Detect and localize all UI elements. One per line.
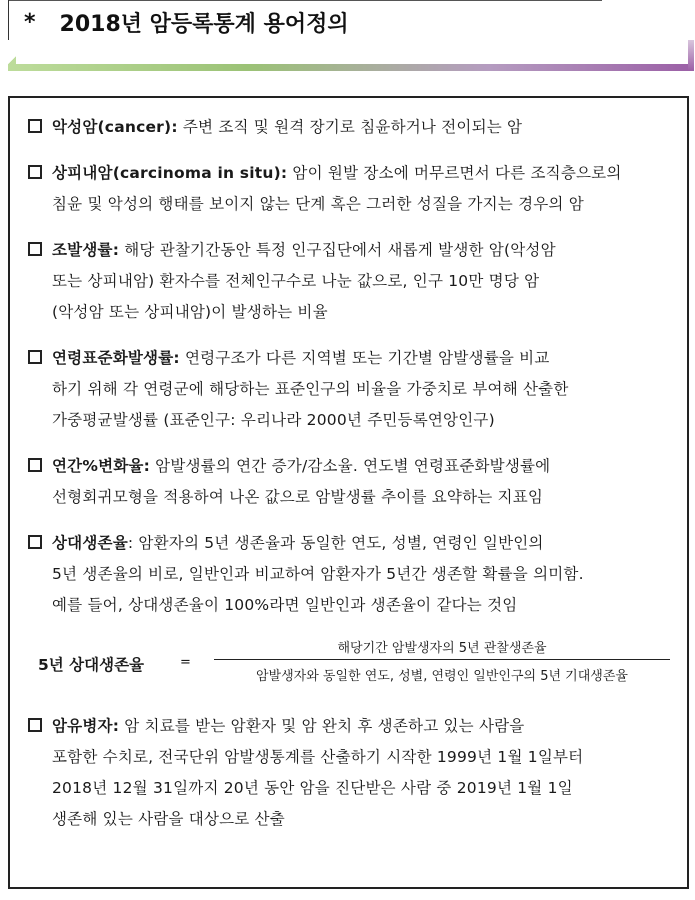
page-title xyxy=(24,4,349,40)
definition-cancer-prevalence xyxy=(28,711,680,835)
definition-line: 5년 생존율의 비로, 일반인과 비교하여 암환자가 5년간 생존할 확률을 의미함. xyxy=(52,565,584,583)
definition-term: 연령표준화발생률: xyxy=(52,349,180,367)
definition-line: 2018년 12월 31일까지 20년 동안 암을 진단받은 사람 중 2019년 1월 1일 xyxy=(52,779,573,797)
definition-cancer xyxy=(28,112,680,143)
definition-line xyxy=(28,158,680,189)
checkbox-bullet-icon xyxy=(28,718,42,732)
definition-term: 연간%변화율: xyxy=(52,457,150,475)
definition-age-standardized xyxy=(28,343,680,436)
relative-survival-formula xyxy=(28,637,680,697)
formula-fraction-bar xyxy=(214,659,670,660)
definition-line: 생존해 있는 사람을 대상으로 산출 xyxy=(52,810,285,828)
formula-equals: = xyxy=(180,655,191,670)
formula-numerator: 해당기간 암발생자의 5년 관찰생존율 xyxy=(337,641,547,656)
header-gradient-corner xyxy=(8,56,16,64)
definition-crude-incidence xyxy=(28,235,680,328)
definition-relative-survival xyxy=(28,528,680,621)
title-bullet: * xyxy=(24,9,36,35)
checkbox-bullet-icon xyxy=(28,535,42,549)
definition-line: 포함한 수치로, 전국단위 암발생통계를 산출하기 시작한 1999년 1월 1일부터 xyxy=(52,748,584,766)
header-gradient-bar xyxy=(8,64,694,71)
formula-denominator: 암발생자와 동일한 연도, 성별, 연령인 일반인구의 5년 기대생존율 xyxy=(256,669,628,684)
definition-line xyxy=(28,711,680,742)
definition-carcinoma-in-situ xyxy=(28,158,680,220)
definition-term: 상대생존율 xyxy=(52,534,128,552)
definition-line: 하기 위해 각 연령군에 해당하는 표준인구의 비율을 가중치로 부여해 산출한 xyxy=(52,380,569,398)
definition-line xyxy=(28,235,680,266)
title-text: 2018년 암등록통계 용어정의 xyxy=(59,11,349,37)
definition-line: 선형회귀모형을 적용하여 나온 값으로 암발생률 추이를 요약하는 지표임 xyxy=(52,488,544,506)
definition-term: 암유병자: xyxy=(52,717,120,735)
definition-text: 연령구조가 다른 지역별 또는 기간별 암발생률을 비교 xyxy=(184,349,550,367)
definition-line xyxy=(28,528,680,559)
header-left-rule xyxy=(8,0,9,40)
definition-line xyxy=(28,343,680,374)
header-gradient-cap xyxy=(688,40,694,71)
definition-text: 암발생률의 연간 증가/감소율. 연도별 연령표준화발생률에 xyxy=(155,457,551,475)
checkbox-bullet-icon xyxy=(28,165,42,179)
checkbox-bullet-icon xyxy=(28,350,42,364)
definition-line xyxy=(28,451,680,482)
checkbox-bullet-icon xyxy=(28,242,42,256)
definition-term: 조발생률: xyxy=(52,241,120,259)
definition-text: 주변 조직 및 원격 장기로 침윤하거나 전이되는 암 xyxy=(182,118,523,136)
definition-line: (악성암 또는 상피내암)이 발생하는 비율 xyxy=(52,303,328,321)
definition-line: 예를 들어, 상대생존율이 100%라면 일반인과 생존율이 같다는 것임 xyxy=(52,596,518,614)
header-top-rule xyxy=(8,0,602,1)
definition-term: 상피내암(carcinoma in situ): xyxy=(52,164,288,182)
definition-text: 해당 관찰기간동안 특정 인구집단에서 새롭게 발생한 암(악성암 xyxy=(124,241,556,259)
definition-text: 암이 원발 장소에 머무르면서 다른 조직층으로의 xyxy=(292,164,622,182)
definitions-list xyxy=(28,112,680,835)
definition-line: 침윤 및 악성의 행태를 보이지 않는 단계 혹은 그러한 성질을 가지는 경우의 암 xyxy=(52,195,584,213)
definition-term: 악성암(cancer): xyxy=(52,118,178,136)
definition-text: 암 치료를 받는 암환자 및 암 완치 후 생존하고 있는 사람을 xyxy=(124,717,525,735)
definition-line: 가중평균발생률 (표준인구: 우리나라 2000년 주민등록연앙인구) xyxy=(52,411,495,429)
checkbox-bullet-icon xyxy=(28,458,42,472)
definition-annual-percent-change xyxy=(28,451,680,513)
formula-label: 5년 상대생존율 xyxy=(38,656,145,674)
definitions-box xyxy=(8,96,689,889)
definition-text: : 암환자의 5년 생존율과 동일한 연도, 성별, 연령인 일반인의 xyxy=(127,534,544,552)
definition-line xyxy=(28,112,680,143)
checkbox-bullet-icon xyxy=(28,119,42,133)
definition-line: 또는 상피내암) 환자수를 전체인구수로 나눈 값으로, 인구 10만 명당 암 xyxy=(52,272,540,290)
